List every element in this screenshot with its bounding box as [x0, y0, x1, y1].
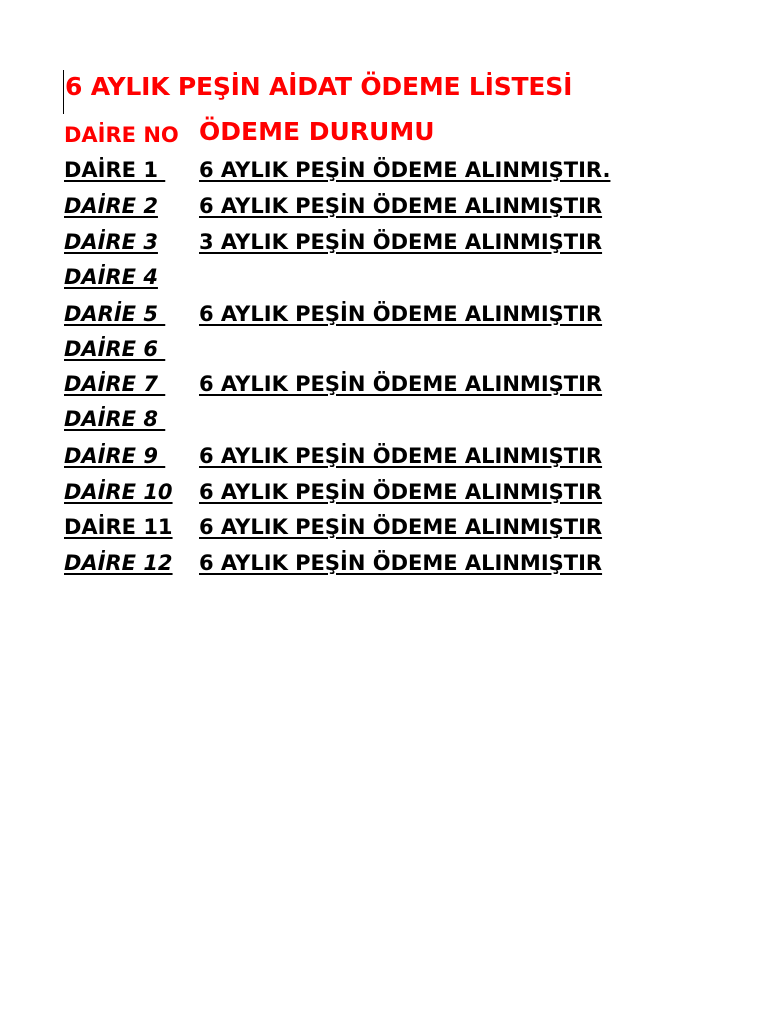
- page-title: 6 AYLIK PEŞİN AİDAT ÖDEME LİSTESİ: [65, 72, 573, 101]
- table-row: [0, 553, 768, 583]
- table-row: [0, 339, 768, 369]
- column-header-daire-no: DAİRE NO: [64, 123, 179, 147]
- payment-status: 3 AYLIK PEŞİN ÖDEME ALINMIŞTIR: [199, 230, 603, 254]
- table-row: [0, 482, 768, 512]
- payment-status: 6 AYLIK PEŞİN ÖDEME ALINMIŞTIR: [199, 551, 603, 575]
- payment-status: 6 AYLIK PEŞİN ÖDEME ALINMIŞTIR: [199, 480, 603, 504]
- payment-status: 6 AYLIK PEŞİN ÖDEME ALINMIŞTIR: [199, 515, 603, 539]
- table-row: [0, 374, 768, 404]
- column-header-odeme-durumu: ÖDEME DURUMU: [199, 117, 435, 146]
- daire-label: DAİRE 7: [64, 372, 166, 396]
- daire-label: DAİRE 11: [64, 515, 173, 539]
- daire-label: DAİRE 12: [64, 551, 173, 575]
- daire-label: DAİRE 8: [64, 407, 166, 431]
- text-cursor: [63, 70, 64, 114]
- payment-status: 6 AYLIK PEŞİN ÖDEME ALINMIŞTIR: [199, 194, 603, 218]
- daire-label: DAİRE 1: [64, 158, 166, 182]
- table-row: [0, 267, 768, 297]
- table-row: [0, 517, 768, 547]
- payment-status: 6 AYLIK PEŞİN ÖDEME ALINMIŞTIR.: [199, 158, 611, 182]
- table-row: [0, 304, 768, 334]
- table-row: [0, 196, 768, 226]
- payment-status: 6 AYLIK PEŞİN ÖDEME ALINMIŞTIR: [199, 444, 603, 468]
- payment-status: 6 AYLIK PEŞİN ÖDEME ALINMIŞTIR: [199, 372, 603, 396]
- daire-label: DAİRE 9: [64, 444, 166, 468]
- daire-label: DAİRE 10: [64, 480, 173, 504]
- daire-label: DAİRE 3: [64, 230, 158, 254]
- table-row: [0, 446, 768, 476]
- daire-label: DARİE 5: [64, 302, 166, 326]
- payment-status: 6 AYLIK PEŞİN ÖDEME ALINMIŞTIR: [199, 302, 603, 326]
- table-row: [0, 232, 768, 262]
- daire-label: DAİRE 2: [64, 194, 158, 218]
- daire-label: DAİRE 6: [64, 337, 166, 361]
- table-row: [0, 160, 768, 190]
- daire-label: DAİRE 4: [64, 265, 158, 289]
- table-row: [0, 409, 768, 439]
